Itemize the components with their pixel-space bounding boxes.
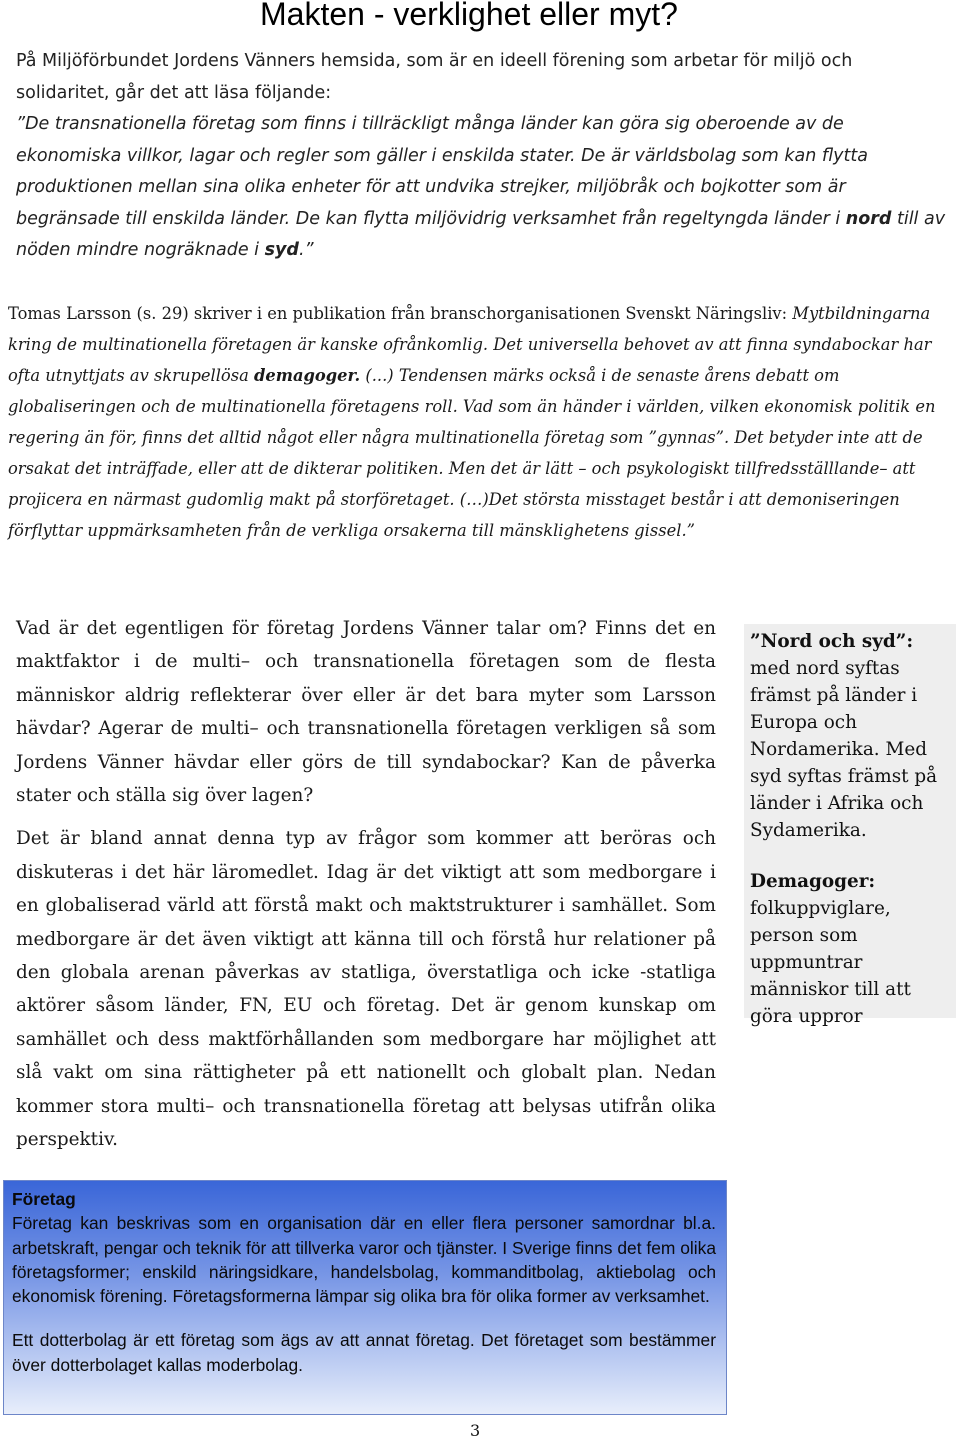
- info-box-paragraph-2: Ett dotterbolag är ett företag som ägs av att annat företag. Det företaget som bestämmer över dotterbolaget kallas moderbolag.: [12, 1330, 716, 1375]
- glossary-def-demagoger: folkuppviglare, person som uppmuntrar människor till att göra uppror: [750, 898, 911, 1027]
- glossary-entry-nord-syd: [750, 628, 950, 844]
- quote-end: .”: [298, 240, 314, 260]
- intro-paragraph: [16, 46, 946, 267]
- larsson-lead: Tomas Larsson (s. 29) skriver i en publikation från branschorganisationen Svenskt Näringsliv:: [8, 304, 793, 323]
- page-title: Makten - verklighet eller myt?: [260, 0, 678, 32]
- glossary-def-nord-syd: med nord syftas främst på länder i Europa och Nordamerika. Med syd syftas främst på länder i Afrika och Sydamerika.: [750, 658, 938, 841]
- larsson-paragraph: [8, 298, 952, 546]
- foretag-info-box: [3, 1180, 727, 1415]
- main-paragraph-1: Vad är det egentligen för företag Jordens Vänner talar om? Finns det en maktfaktor i de multi– och transnationella företagen som de flesta människor aldrig reflekterar över eller är det bara myter som Larsson hävdar? Agerar de multi– och transnationella företagen verkligen så som Jordens Vänner hävdar eller görs de till syndabockar? Kan de påverka stater och ställa sig över lagen?: [16, 618, 716, 807]
- jordens-vanner-quote: [16, 114, 945, 260]
- main-paragraph-2: Det är bland annat denna typ av frågor som kommer att beröras och diskuteras i det här läromedlet. Idag är det viktigt att som medborgare i en globaliserad värld att förstå makt och maktstrukturer i samhället. Som medborgare är det även viktigt att känna till och förstå hur relationer på den globala arenan påverkas av statliga, överstatliga och icke -statliga aktörer såsom länder, FN, EU och företag. Det är genom kunskap om samhället och dess maktförhållanden som medborgare har möjlighet att slå vakt om sina rättigheter på ett nationellt och globalt plan. Nedan kommer stora multi– och transnationella företag att belysas utifrån olika perspektiv.: [16, 828, 716, 1151]
- glossary-sidebar: [744, 624, 956, 1027]
- quote-text-1: ”De transnationella företag som finns i tillräckligt många länder kan göra sig oberoende av de ekonomiska villkor, lagar och regler som gäller i enskilda stater. De är världsbolag som kan flytta produktionen mellan sina olika enheter för att undvika strejker, miljöbråk och bojkotter som är begränsade till enskilda länder. De kan flytta miljövidrig verksamhet från regeltyngda länder i: [16, 114, 868, 229]
- quote-bold-nord: nord: [845, 208, 892, 229]
- glossary-term-nord-syd: ”Nord och syd”:: [750, 631, 914, 652]
- larsson-quote-bold: demagoger.: [253, 366, 361, 385]
- larsson-quote-text-2: (...) Tendensen märks också i de senaste årens debatt om globaliseringen och de multinationella företagens roll. Vad som än händer i världen, vilken ekonomisk politik en regering än för, finns det alltid något eller några multinationella företag som ”gynnas”. Det betyder inte att de orsakat det inträffade, eller att de dikterar politiken. Men det är lätt – och psykologiskt tillfredsställlande– att projicera en närmast gudomlig makt på storföretaget. (…)Det största misstaget består i att demoniseringen förflyttar uppmärksamheten från de verkliga orsakerna till mänsklighetens gissel.”: [8, 366, 936, 540]
- larsson-quote: [8, 304, 935, 540]
- quote-text-2: till av nöden mindre nogräknade i: [16, 208, 946, 260]
- glossary-term-demagoger: Demagoger:: [750, 871, 876, 892]
- info-box-paragraph-1: Företag kan beskrivas som en organisation där en eller flera personer samordnar bl.a. arbetskraft, pengar och teknik för att tillverka varor och tjänster. I Sverige finns det fem olika företagsformer; enskild näringsidkare, handelsbolag, kommanditbolag, aktiebolag och ekonomisk förening. Företagsformerna lämpar sig olika bra för olika former av verksamhet.: [12, 1213, 716, 1307]
- larsson-quote-text-1: Mytbildningarna kring de multinationella företagen är kanske ofrånkomlig. Det universella behovet av att finna syndabockar har ofta utnyttjats av skrupellösa: [8, 304, 932, 385]
- main-text: [16, 612, 716, 1167]
- info-box-title: Företag: [12, 1189, 76, 1209]
- glossary-entry-demagoger: [750, 868, 950, 1030]
- quote-bold-syd: syd: [264, 240, 299, 260]
- page-number: 3: [470, 1421, 481, 1440]
- intro-lead: På Miljöförbundet Jordens Vänners hemsida, som är en ideell förening som arbetar för miljö och solidaritet, går det att läsa följande:: [16, 51, 853, 103]
